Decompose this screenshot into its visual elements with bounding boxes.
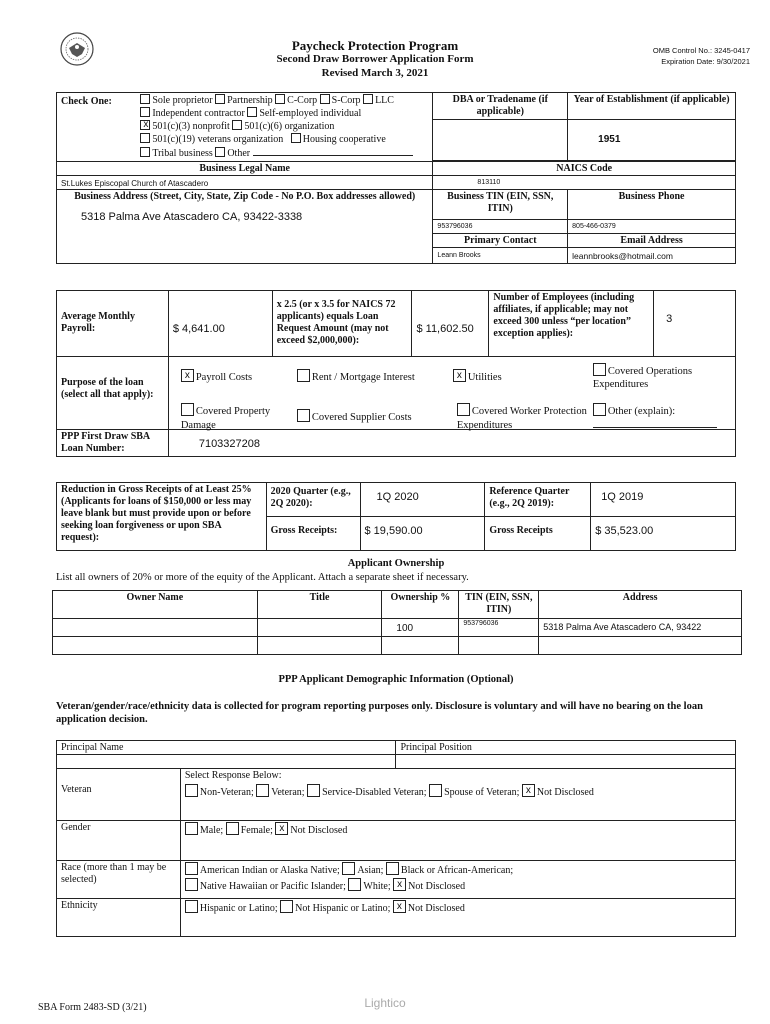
checkbox[interactable]: [348, 878, 361, 891]
opt-501c3[interactable]: x501(c)(3) nonprofit: [140, 121, 229, 132]
gender-options: [180, 821, 735, 861]
expiration-date: Expiration Date: 9/30/2021: [661, 57, 750, 66]
gross-receipts-label: Gross Receipts:: [266, 517, 360, 551]
phone-label: Business Phone: [568, 190, 736, 220]
phone-value[interactable]: 805-466-0379 Email Address: [568, 220, 736, 248]
purpose-covered-operations[interactable]: Covered Operations Expenditures: [593, 363, 733, 391]
opt-male[interactable]: Male;: [185, 825, 223, 836]
checkbox-checked[interactable]: [522, 784, 535, 797]
loan-amount-value[interactable]: $ 11,602.50: [412, 291, 489, 357]
demographics-title: PPP Applicant Demographic Information (Optional): [278, 674, 514, 685]
principal-name-value[interactable]: [57, 755, 396, 769]
opt-black[interactable]: Black or African-American;: [386, 865, 513, 876]
naics-label: NAICS Code: [433, 162, 736, 176]
employees-label: Number of Employees (including affiliates, if applicable; may not exceed 300 unless “per location” exception applies):: [489, 291, 654, 357]
checkbox[interactable]: [226, 822, 239, 835]
checkbox[interactable]: [140, 107, 150, 117]
checkbox[interactable]: [181, 403, 194, 416]
reduction-table: [56, 482, 736, 551]
entity-type-options: [136, 93, 433, 162]
checkbox[interactable]: [307, 784, 320, 797]
purpose-payroll-costs[interactable]: xPayroll Costs: [181, 369, 252, 383]
purpose-covered-worker[interactable]: Covered Worker Protection Expenditures: [457, 403, 587, 433]
purpose-other[interactable]: Other (explain):: [593, 403, 723, 428]
year-established-value[interactable]: 1951: [568, 120, 736, 161]
select-response-label: Select Response Below:: [180, 769, 735, 783]
owner-title-cell[interactable]: [257, 637, 382, 655]
checkbox[interactable]: [363, 94, 373, 104]
email-label: Email Address: [568, 233, 735, 246]
checkbox[interactable]: [185, 822, 198, 835]
demographics-table: [56, 740, 736, 937]
ethnicity-options: [180, 899, 735, 937]
opt-self-employed[interactable]: Self-employed individual: [247, 108, 361, 119]
ownership-pct-cell[interactable]: [382, 637, 459, 655]
opt-501c6[interactable]: 501(c)(6) organization: [232, 121, 334, 132]
lightico-watermark: Lightico: [364, 996, 406, 1010]
checkbox-checked[interactable]: [393, 900, 406, 913]
principal-position-value[interactable]: [396, 755, 736, 769]
form-number: SBA Form 2483-SD (3/21): [38, 1002, 147, 1013]
gross-receipts-ref-label: Gross Receipts: [485, 517, 591, 551]
principal-name-label: Principal Name: [57, 741, 396, 755]
race-options: [180, 861, 735, 899]
naics-value[interactable]: 813110: [433, 176, 736, 190]
checkbox[interactable]: [215, 94, 225, 104]
form-subtitle: Second Draw Borrower Application Form: [276, 53, 474, 65]
checkbox[interactable]: [185, 900, 198, 913]
checkbox-checked[interactable]: [393, 878, 406, 891]
employees-value[interactable]: 3: [654, 291, 736, 357]
checkbox[interactable]: [140, 94, 150, 104]
legal-name-value[interactable]: St.Lukes Episcopal Church of Atascadero: [57, 176, 433, 190]
loan-multiplier-label: x 2.5 (or x 3.5 for NAICS 72 applicants) equals Loan Request Amount (may not exceed $2,000,000):: [272, 291, 412, 357]
checkbox[interactable]: [247, 107, 257, 117]
tin-label: Business TIN (EIN, SSN, ITIN): [433, 190, 568, 220]
gross-receipts-ref-value[interactable]: $ 35,523.00: [591, 517, 736, 551]
business-info-table: [56, 92, 736, 264]
purpose-utilities[interactable]: x Utilities: [453, 369, 502, 383]
first-draw-label: PPP First Draw SBA Loan Number:: [57, 430, 169, 457]
checkbox[interactable]: [140, 147, 150, 157]
opt-501c19[interactable]: 501(c)(19) veterans organization: [140, 134, 283, 145]
address-label: Business Address (Street, City, State, Zip Code - No P.O. Box addresses allowed): [74, 191, 416, 202]
ownership-pct-cell[interactable]: 100: [382, 619, 459, 637]
gross-receipts-value[interactable]: $ 19,590.00: [360, 517, 485, 551]
ownership-pct-header: Ownership %: [382, 591, 459, 619]
opt-housing-coop[interactable]: Housing cooperative: [291, 134, 386, 145]
opt-non-veteran[interactable]: Non-Veteran;: [185, 787, 254, 798]
tin-value[interactable]: 953796036 Primary Contact: [433, 220, 568, 248]
checkbox[interactable]: [232, 120, 242, 130]
checkbox[interactable]: [275, 94, 285, 104]
opt-white[interactable]: White;: [348, 881, 390, 892]
sba-seal-logo: [60, 32, 94, 66]
reference-quarter-value[interactable]: 1Q 2019: [591, 483, 736, 517]
opt-female[interactable]: Female;: [226, 825, 273, 836]
purpose-label: Purpose of the loan (select all that apply):: [57, 357, 169, 430]
owner-name-cell[interactable]: [53, 619, 258, 637]
ethnicity-label: Ethnicity: [57, 899, 181, 937]
form-title: Paycheck Protection Program: [291, 38, 459, 53]
owner-address-header: Address: [539, 591, 742, 619]
checkbox[interactable]: [297, 409, 310, 422]
owner-tin-header: TIN (EIN, SSN, ITIN): [459, 591, 539, 619]
opt-gender-not-disclosed[interactable]: x Not Disclosed: [275, 825, 347, 836]
checkbox[interactable]: [256, 784, 269, 797]
ownership-title: Applicant Ownership: [347, 558, 445, 569]
opt-veteran-not-disclosed[interactable]: x Not Disclosed: [522, 787, 594, 798]
address-cell: [57, 190, 433, 264]
opt-s-corp[interactable]: S-Corp: [320, 95, 361, 106]
opt-sole-proprietor[interactable]: Sole proprietor: [140, 95, 212, 106]
demographics-notice: Veteran/gender/race/ethnicity data is collected for program reporting purposes only. Disclosure is voluntary and will have no bearing on the loan application decision.: [56, 701, 703, 725]
payroll-value[interactable]: $ 4,641.00: [168, 291, 272, 357]
checkbox[interactable]: [297, 369, 310, 382]
checkbox-checked[interactable]: [275, 822, 288, 835]
entity-type-label: Check One:: [57, 93, 137, 162]
opt-tribal-business[interactable]: Tribal business: [140, 148, 212, 159]
checkbox[interactable]: [593, 403, 606, 416]
q2020-value[interactable]: 1Q 2020: [360, 483, 485, 517]
checkbox-checked[interactable]: [181, 369, 194, 382]
payroll-label: Average Monthly Payroll:: [57, 291, 169, 357]
gender-label: Gender: [57, 821, 181, 861]
loan-request-table: [56, 290, 736, 457]
checkbox[interactable]: [457, 403, 470, 416]
opt-not-hispanic[interactable]: Not Hispanic or Latino;: [280, 903, 390, 914]
opt-partnership[interactable]: Partnership: [215, 95, 273, 106]
purpose-options: [168, 357, 735, 430]
opt-spouse-of-veteran[interactable]: Spouse of Veteran;: [429, 787, 519, 798]
checkbox-checked[interactable]: [140, 120, 150, 130]
opt-ethnicity-not-disclosed[interactable]: x Not Disclosed: [393, 903, 465, 914]
checkbox[interactable]: [140, 133, 150, 143]
primary-contact-label: Primary Contact: [433, 233, 567, 246]
race-label: Race (more than 1 may be selected): [57, 861, 181, 899]
opt-llc[interactable]: LLC: [363, 95, 394, 106]
checkbox[interactable]: [291, 133, 301, 143]
other-explain-line[interactable]: [593, 419, 717, 428]
dba-value[interactable]: [433, 120, 568, 161]
primary-contact-value[interactable]: Leann Brooks: [433, 248, 568, 264]
owner-title-header: Title: [257, 591, 382, 619]
veteran-options: [180, 783, 735, 821]
opt-asian[interactable]: Asian;: [342, 865, 383, 876]
checkbox[interactable]: [320, 94, 330, 104]
opt-american-indian[interactable]: American Indian or Alaska Native;: [185, 865, 340, 876]
q2020-label: 2020 Quarter (e.g., 2Q 2020):: [266, 483, 360, 517]
opt-veteran[interactable]: Veteran;: [256, 787, 304, 798]
owner-title-cell[interactable]: [257, 619, 382, 637]
checkbox[interactable]: [593, 363, 606, 376]
table-row: [53, 619, 742, 637]
reduction-label: Reduction in Gross Receipts of at Least 25% (Applicants for loans of $150,000 or less may leave blank but must provide upon or before seeking loan forgiveness or upon SBA request):: [57, 483, 267, 551]
other-entity-line[interactable]: [253, 146, 413, 156]
opt-service-disabled-veteran[interactable]: Service-Disabled Veteran;: [307, 787, 427, 798]
checkbox[interactable]: [215, 147, 225, 157]
email-value[interactable]: leannbrooks@hotmail.com: [568, 248, 736, 264]
checkbox[interactable]: [342, 862, 355, 875]
owner-tin-cell[interactable]: [459, 637, 539, 655]
first-draw-value[interactable]: 7103327208: [168, 430, 735, 457]
checkbox[interactable]: [280, 900, 293, 913]
principal-position-label: Principal Position: [396, 741, 736, 755]
opt-other[interactable]: Other: [215, 148, 250, 159]
purpose-covered-supplier[interactable]: Covered Supplier Costs: [297, 409, 412, 423]
reference-quarter-label: Reference Quarter (e.g., 2Q 2019):: [485, 483, 591, 517]
checkbox[interactable]: [386, 862, 399, 875]
owner-name-header: Owner Name: [53, 591, 258, 619]
year-established-label: Year of Establishment (if applicable): [568, 93, 736, 120]
legal-name-label: Business Legal Name: [57, 162, 433, 176]
opt-native-hawaiian[interactable]: Native Hawaiian or Pacific Islander;: [185, 881, 346, 892]
owner-tin-cell[interactable]: 953796036: [459, 619, 539, 637]
owner-name-cell[interactable]: [53, 637, 258, 655]
opt-c-corp[interactable]: C-Corp: [275, 95, 317, 106]
purpose-rent-mortgage[interactable]: Rent / Mortgage Interest: [297, 369, 415, 383]
checkbox-checked[interactable]: [453, 369, 466, 382]
omb-control-number: OMB Control No.: 3245-0417: [652, 46, 750, 55]
ownership-instructions: List all owners of 20% or more of the equity of the Applicant. Attach a separate sheet if necessary.: [56, 572, 469, 583]
ownership-table: [52, 590, 742, 655]
checkbox[interactable]: [185, 862, 198, 875]
opt-hispanic[interactable]: Hispanic or Latino;: [185, 903, 278, 914]
address-value[interactable]: 5318 Palma Ave Atascadero CA, 93422-3338: [81, 211, 303, 223]
opt-race-not-disclosed[interactable]: x Not Disclosed: [393, 881, 465, 892]
owner-address-cell[interactable]: [539, 637, 742, 655]
dba-label: DBA or Tradename (if applicable): [433, 93, 568, 120]
purpose-covered-property[interactable]: Covered Property Damage: [181, 403, 291, 433]
form-revised-date: Revised March 3, 2021: [321, 67, 429, 79]
checkbox[interactable]: [429, 784, 442, 797]
table-row: [53, 637, 742, 655]
checkbox[interactable]: [185, 878, 198, 891]
opt-independent-contractor[interactable]: Independent contractor: [140, 108, 244, 119]
owner-address-cell[interactable]: 5318 Palma Ave Atascadero CA, 93422: [539, 619, 742, 637]
checkbox[interactable]: [185, 784, 198, 797]
veteran-label: Veteran: [57, 783, 181, 821]
